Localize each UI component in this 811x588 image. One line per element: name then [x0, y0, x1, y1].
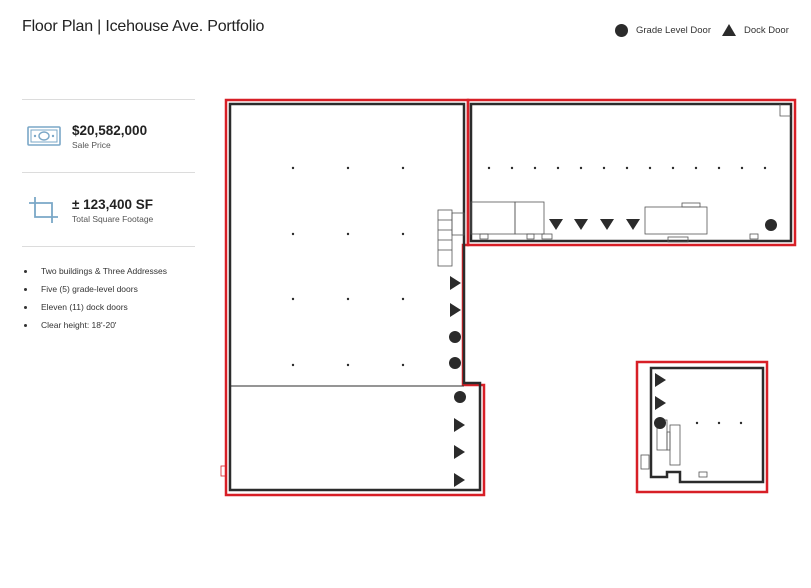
- office-detail: [471, 202, 758, 242]
- grade-level-door-marker: [654, 417, 666, 429]
- page-title: Floor Plan | Icehouse Ave. Portfolio: [22, 18, 265, 35]
- building-c: [637, 362, 767, 492]
- list-item: Clear height: 18'-20': [22, 316, 167, 334]
- list-item: Five (5) grade-level doors: [22, 280, 167, 298]
- stair-detail: [438, 210, 464, 266]
- legend-dock-door-label: Dock Door: [744, 24, 789, 36]
- square-footage-label: Total Square Footage: [72, 213, 154, 224]
- sale-price-label: Sale Price: [72, 139, 111, 150]
- column-markers: [488, 167, 766, 169]
- building-b: [468, 100, 795, 245]
- column-markers: [292, 167, 404, 366]
- grade-level-door-marker: [765, 219, 777, 231]
- dock-door-markers: [549, 219, 640, 230]
- list-item: Eleven (11) dock doors: [22, 298, 167, 316]
- column-markers: [696, 422, 742, 424]
- list-item: Two buildings & Three Addresses: [22, 262, 167, 280]
- square-footage-value: ± 123,400 SF: [72, 196, 153, 212]
- dock-door-markers: [655, 373, 666, 410]
- sale-price-value: $20,582,000: [72, 122, 148, 138]
- building-a: [221, 100, 484, 495]
- legend-grade-level-label: Grade Level Door: [636, 25, 711, 36]
